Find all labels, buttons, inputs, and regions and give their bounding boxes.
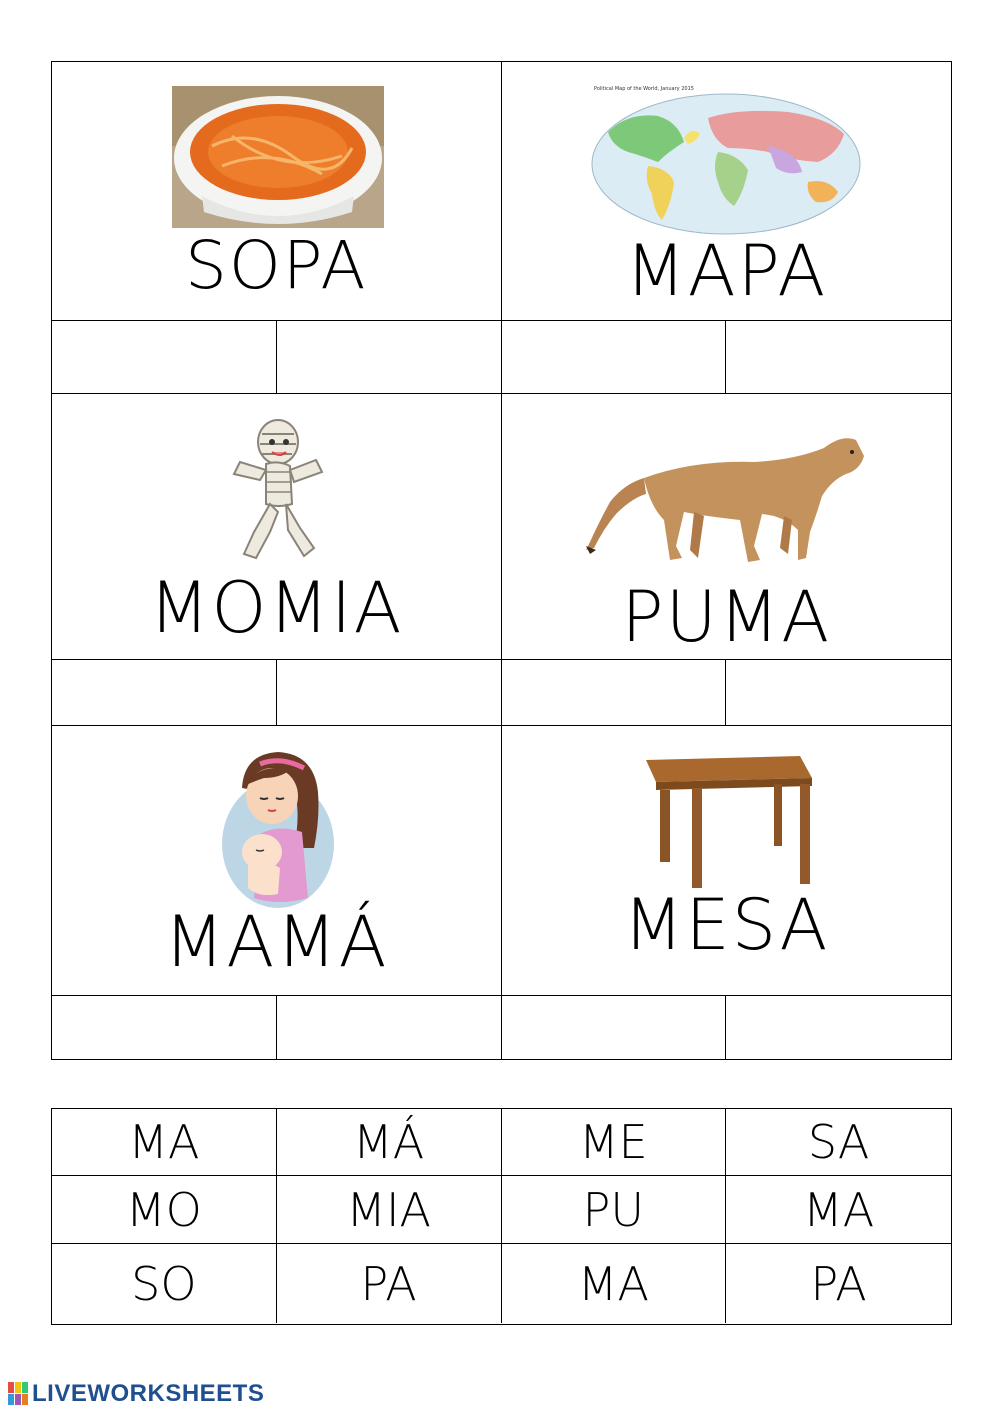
- mother-baby-image: [220, 748, 336, 908]
- syllable-cell[interactable]: PU: [502, 1176, 727, 1243]
- word-mesa: MESA: [623, 884, 830, 966]
- card-mapa: [502, 62, 952, 320]
- syllable-cell[interactable]: MA: [52, 1109, 277, 1175]
- syllable-cell[interactable]: MÁ: [277, 1109, 502, 1175]
- card-momia: [52, 394, 502, 659]
- answer-box[interactable]: [726, 996, 951, 1059]
- word-mapa: MAPA: [625, 230, 828, 312]
- syllable-cell[interactable]: ME: [502, 1109, 727, 1175]
- answer-box[interactable]: [277, 321, 502, 393]
- word-mama: MAMÁ: [163, 901, 389, 983]
- map-caption: Political Map of the World, January 2015: [593, 86, 694, 92]
- syllable-row-1: [52, 1109, 951, 1176]
- world-map-image: [588, 82, 864, 236]
- answer-box[interactable]: [726, 660, 951, 725]
- soup-bowl-image: [172, 86, 384, 228]
- puma-image: [584, 420, 870, 568]
- answer-box[interactable]: [502, 996, 727, 1059]
- syllable-cell[interactable]: MA: [502, 1244, 727, 1323]
- liveworksheets-footer: [8, 1380, 264, 1408]
- word-momia: MOMIA: [149, 567, 404, 649]
- card-mama: [52, 726, 502, 995]
- syllable-cell[interactable]: PA: [277, 1244, 502, 1323]
- answer-box[interactable]: [277, 996, 502, 1059]
- syllable-cell[interactable]: SO: [52, 1244, 277, 1323]
- answer-box[interactable]: [502, 660, 727, 725]
- card-sopa: [52, 62, 502, 320]
- syllable-cell[interactable]: SA: [807, 1115, 870, 1169]
- card-row-3: [52, 726, 951, 995]
- card-mesa: [502, 726, 952, 995]
- answer-box[interactable]: [277, 660, 502, 725]
- word-sopa: SOPA: [184, 227, 368, 304]
- card-row-1: [52, 62, 951, 320]
- answer-box[interactable]: [726, 321, 951, 393]
- syllable-cell[interactable]: MA: [803, 1182, 875, 1237]
- word-cards-grid: [51, 61, 952, 1060]
- table-image: [636, 750, 816, 890]
- answer-box[interactable]: [502, 321, 727, 393]
- syllable-cell[interactable]: MO: [52, 1176, 277, 1243]
- syllable-row-3: [52, 1244, 951, 1323]
- answer-box[interactable]: [52, 996, 277, 1059]
- card-puma: [502, 394, 952, 659]
- answer-row-2: [52, 660, 951, 725]
- liveworksheets-logo-icon: [8, 1382, 30, 1406]
- answer-box[interactable]: [52, 321, 277, 393]
- word-puma: PUMA: [621, 576, 832, 658]
- card-row-2: [52, 394, 951, 659]
- answer-row-1: [52, 321, 951, 393]
- answer-box[interactable]: [52, 660, 277, 725]
- syllable-cell[interactable]: PA: [810, 1256, 867, 1311]
- syllable-table: [51, 1108, 952, 1325]
- mummy-image: [230, 416, 326, 562]
- syllable-cell[interactable]: MIA: [277, 1176, 502, 1243]
- answer-row-3: [52, 996, 951, 1059]
- brand-text: LIVEWORKSHEETS: [32, 1380, 265, 1407]
- syllable-row-2: [52, 1176, 951, 1244]
